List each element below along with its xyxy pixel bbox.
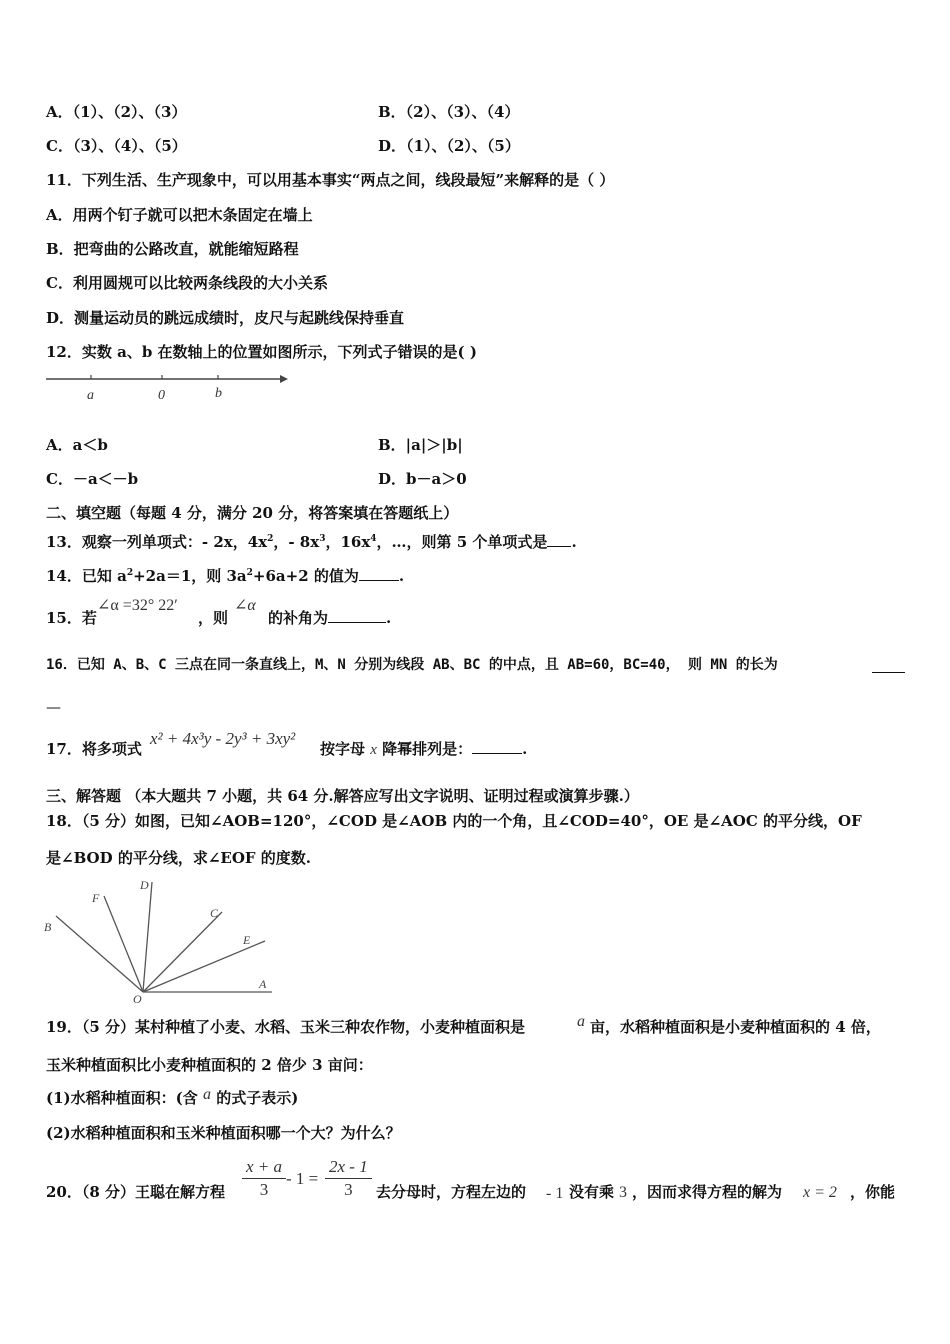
number-line-figure xyxy=(44,368,289,406)
q13-sup-2: 3 xyxy=(319,534,326,544)
q17-order: 降幂排列是： xyxy=(382,740,473,758)
q15-label: 15．若 xyxy=(46,609,97,627)
point-label-A: A xyxy=(259,977,267,991)
q14-sup-2: 2 xyxy=(246,568,253,578)
q14-part-3: +6a+2 的值为 xyxy=(252,567,359,585)
q20-text-4: ，因而求得方程的解为 xyxy=(632,1183,783,1201)
q14-sup-1: 2 xyxy=(126,568,134,578)
q12-option-d: D．b－a＞0 xyxy=(378,470,467,488)
q20-frac1-den: 3 xyxy=(259,1180,269,1199)
q11-option-b: B．把弯曲的公路改直，就能缩短路程 xyxy=(46,240,299,258)
q11-option-d: D．测量运动员的跳远成绩时，皮尺与起跳线保持垂直 xyxy=(46,309,405,327)
q13 xyxy=(46,529,577,552)
q13-answer-blank xyxy=(547,532,571,547)
q14-part-1: 14．已知 a xyxy=(46,567,127,585)
q13-prefix: 13．观察一列单项式：- 2x，4x xyxy=(46,533,268,551)
q14 xyxy=(46,563,404,586)
q14-answer-blank xyxy=(359,566,399,581)
q17-var: x xyxy=(370,742,377,758)
q20-text-2: 去分母时，方程左边的 xyxy=(376,1183,527,1201)
q17-label: 17．将多项式 xyxy=(46,740,142,758)
q19-sub-1 xyxy=(46,1088,298,1109)
ray-OB xyxy=(56,916,143,992)
axis-label-b: b xyxy=(215,386,222,401)
q11-option-c: C．利用圆规可以比较两条线段的大小关系 xyxy=(46,274,328,292)
q15-tail xyxy=(268,608,391,628)
q19-sub-1-b: 的式子表示) xyxy=(216,1089,299,1107)
section-3-heading: 三、解答题 （本大题共 7 小题，共 64 分.解答应写出文字说明、证明过程或演算步骤.） xyxy=(46,787,639,805)
q14-part-2: +2a＝1，则 3a xyxy=(133,567,247,585)
q17-by-letter: 按字母 xyxy=(320,740,366,758)
q13-sup-1: 2 xyxy=(267,534,274,544)
ray-OC xyxy=(143,912,222,992)
q15-tail-text: 的补角为 xyxy=(268,609,329,627)
q12-option-b: B．|a|＞|b| xyxy=(378,436,463,454)
q11-stem: 11．下列生活、生产现象中，可以用基本事实“两点之间，线段最短”来解释的是（ ） xyxy=(46,171,615,189)
q19-line-2: 玉米种植面积比小麦种植面积的 2 倍少 3 亩问： xyxy=(46,1056,373,1074)
q16-line-2: — xyxy=(46,698,61,716)
number-line-arrow-icon xyxy=(280,375,288,383)
q17-end: . xyxy=(522,740,528,758)
q10-option-b: B．（2）、（3）、（4） xyxy=(378,103,520,121)
axis-label-a: a xyxy=(87,388,94,403)
q10-option-c: C．（3）、（4）、（5） xyxy=(46,137,187,155)
axis-label-0: 0 xyxy=(158,388,165,403)
q14-end: . xyxy=(398,567,405,585)
q19-sub-1-a: (1)水稻种植面积：(含 xyxy=(46,1089,198,1107)
point-label-F: F xyxy=(92,891,100,905)
q12-option-a: A．a＜b xyxy=(46,436,108,454)
ray-OE xyxy=(143,941,265,992)
point-label-E: E xyxy=(243,933,251,947)
q17-tail xyxy=(320,739,527,760)
q16-line-1 xyxy=(46,655,778,675)
q12-option-c: C．－a＜－b xyxy=(46,470,139,488)
point-label-D: D xyxy=(140,878,149,892)
q18-line-1: 18．（5 分）如图，已知∠AOB=120°，∠COD 是∠AOB 内的一个角，且∠COD=40°，OE 是∠AOC 的平分线，OF xyxy=(46,812,862,830)
point-label-B: B xyxy=(44,920,52,934)
q15-formula: ∠α =32° 22′ xyxy=(97,597,178,614)
q13-term-2: ，- 8x xyxy=(273,533,320,551)
q10-option-a: A．（1）、（2）、（3） xyxy=(46,103,187,121)
point-label-C: C xyxy=(210,906,219,920)
q13-term-3: ，16x xyxy=(325,533,371,551)
section-2-heading: 二、填空题（每题 4 分，满分 20 分，将答案填在答题纸上） xyxy=(46,504,459,522)
q18-line-2: 是∠BOD 的平分线，求∠EOF 的度数. xyxy=(46,849,311,867)
q15-angle: ∠α xyxy=(234,597,256,614)
ray-OF xyxy=(104,896,143,992)
ray-OD xyxy=(143,882,152,992)
q20-solution: x = 2 xyxy=(803,1184,837,1201)
q19-line-1-b: 亩，水稻种植面积是小麦种植面积的 4 倍， xyxy=(590,1018,881,1036)
q20-text-5: ，你能 xyxy=(850,1183,896,1201)
q20-frac2-num: 2x - 1 xyxy=(325,1156,372,1179)
q20-label: 20．（8 分）王聪在解方程 xyxy=(46,1183,226,1201)
q20-frac1-num: x + a xyxy=(242,1156,286,1179)
q20-text-3: 没有乘 xyxy=(569,1183,615,1201)
q15-answer-blank xyxy=(328,608,386,623)
q20-neg-one: - 1 xyxy=(546,1185,564,1202)
q13-end: . xyxy=(571,533,577,551)
q16-answer-blank xyxy=(872,658,905,673)
q11-option-a: A．用两个钉子就可以把木条固定在墙上 xyxy=(46,206,313,224)
q20-frac2-den: 3 xyxy=(344,1180,353,1199)
q20-three: 3 xyxy=(619,1184,627,1201)
q17-answer-blank xyxy=(472,739,522,754)
q10-option-d: D．（1）、（2）、（5） xyxy=(378,137,520,155)
q13-sup-3: 4 xyxy=(370,534,377,544)
q20-fraction-left xyxy=(242,1156,286,1201)
q12-stem: 12．实数 a、b 在数轴上的位置如图所示，下列式子错误的是( ) xyxy=(46,343,477,361)
q16-text: 16．已知 A、B、C 三点在同一条直线上，M、N 分别为线段 AB、BC 的中点，且 AB=60，BC=40， 则 MN 的长为 xyxy=(46,657,778,673)
q19-line-1-a: 19．（5 分）某村种植了小麦、水稻、玉米三种农作物，小麦种植面积是 xyxy=(46,1018,526,1036)
angle-figure xyxy=(40,876,280,1006)
q13-tail: ，…，则第 5 个单项式是 xyxy=(376,533,548,551)
q19-sub-2: (2)水稻种植面积和玉米种植面积哪一个大？为什么？ xyxy=(46,1124,401,1142)
q15-end: . xyxy=(386,609,392,627)
point-label-O: O xyxy=(133,992,142,1006)
q19-sub-1-var: a xyxy=(202,1086,211,1103)
q20-minus-one-equals: - 1 = xyxy=(286,1169,319,1188)
q20-fraction-right xyxy=(325,1156,372,1201)
q17-polynomial: x² + 4x³y - 2y³ + 3xy² xyxy=(150,729,296,748)
q15-then: ，则 xyxy=(198,609,229,627)
q19-var-a: a xyxy=(577,1013,585,1030)
